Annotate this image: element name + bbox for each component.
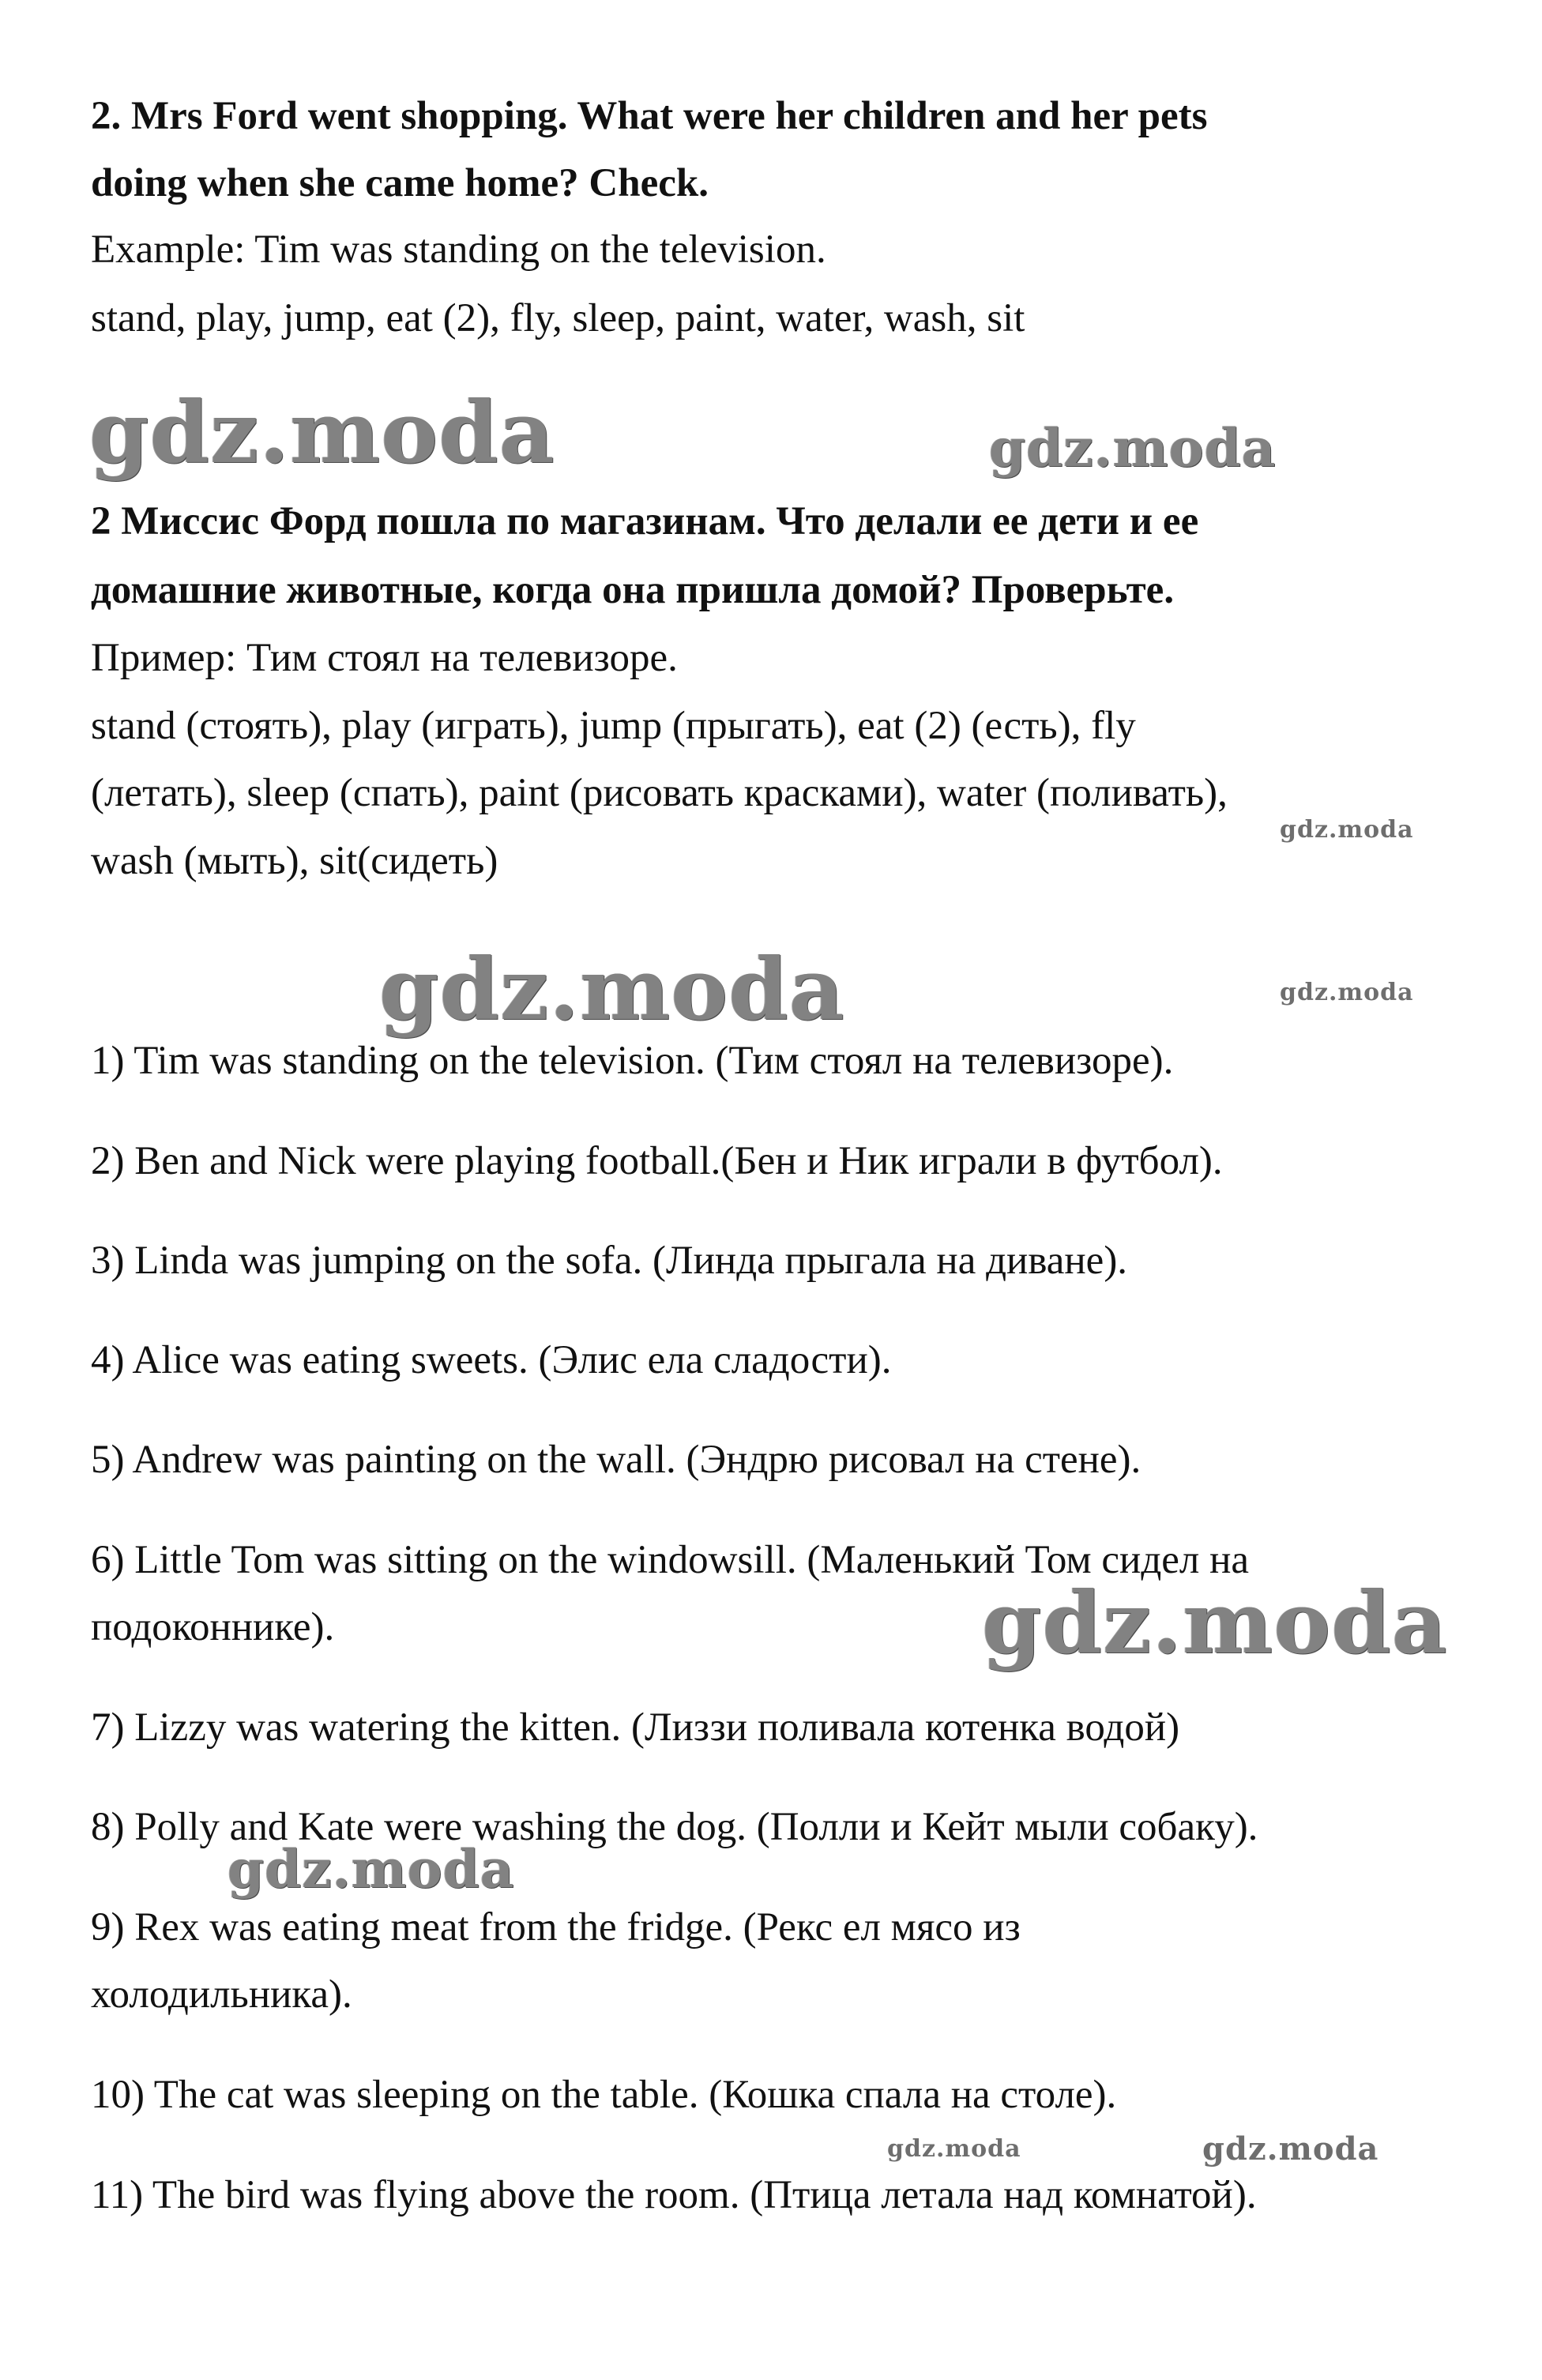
task-heading-en-line1: 2. Mrs Ford went shopping. What were her children and her pets	[91, 94, 1208, 138]
watermark-logo: gdz.moda	[1280, 979, 1414, 1006]
task-verbs-ru-line1: stand (стоять), play (играть), jump (прыгать), eat (2) (есть), fly	[91, 704, 1136, 748]
task-heading-ru-line1: 2 Миссис Форд пошла по магазинам. Что делали ее дети и ее	[91, 499, 1199, 543]
watermark-logo: gdz.moda	[982, 1574, 1448, 1673]
answer-10: 10) The cat was sleeping on the table. (Кошка спала на столе).	[91, 2073, 1117, 2117]
answer-7: 7) Lizzy was watering the kitten. (Лиззи поливала котенка водой)	[91, 1705, 1180, 1750]
answer-9-line2: холодильника).	[91, 1972, 352, 2017]
answer-1: 1) Tim was standing on the television. (Тим стоял на телевизоре).	[91, 1039, 1174, 1083]
watermark-logo: gdz.moda	[989, 417, 1277, 479]
task-verbs-ru-line3: wash (мыть), sit(сидеть)	[91, 839, 498, 883]
answer-4: 4) Alice was eating sweets. (Элис ела сладости).	[91, 1338, 892, 1382]
answer-5: 5) Andrew was painting on the wall. (Эндрю рисовал на стене).	[91, 1438, 1141, 1482]
answer-2: 2) Ben and Nick were playing football.(Бен и Ник играли в футбол).	[91, 1139, 1223, 1183]
task-example-en: Example: Tim was standing on the television.	[91, 227, 826, 272]
answer-6-line2: подоконнике).	[91, 1605, 335, 1649]
watermark-logo: gdz.moda	[887, 2135, 1021, 2163]
watermark-logo: gdz.moda	[228, 1838, 515, 1900]
watermark-logo: gdz.moda	[379, 940, 845, 1040]
task-verbs-ru-line2: (летать), sleep (спать), paint (рисовать красками), water (поливать),	[91, 771, 1228, 815]
task-heading-ru-line2: домашние животные, когда она пришла домой? Проверьте.	[91, 568, 1175, 612]
watermark-logo: gdz.moda	[1202, 2130, 1379, 2168]
answer-3: 3) Linda was jumping on the sofa. (Линда прыгала на диване).	[91, 1239, 1128, 1283]
task-verbs-en: stand, play, jump, eat (2), fly, sleep, paint, water, wash, sit	[91, 296, 1025, 340]
watermark-logo: gdz.moda	[1280, 816, 1414, 844]
task-example-ru: Пример: Тим стоял на телевизоре.	[91, 636, 678, 680]
answer-9-line1: 9) Rex was eating meat from the fridge. (Рекс ел мясо из	[91, 1905, 1021, 1949]
answer-6-line1: 6) Little Tom was sitting on the windowsill. (Маленький Том сидел на	[91, 1538, 1250, 1582]
answer-11: 11) The bird was flying above the room. (Птица летала над комнатой).	[91, 2173, 1257, 2217]
watermark-logo: gdz.moda	[89, 383, 555, 483]
task-heading-en-line2: doing when she came home? Check.	[91, 161, 709, 205]
answer-8: 8) Polly and Kate were washing the dog. (Полли и Кейт мыли собаку).	[91, 1805, 1258, 1849]
